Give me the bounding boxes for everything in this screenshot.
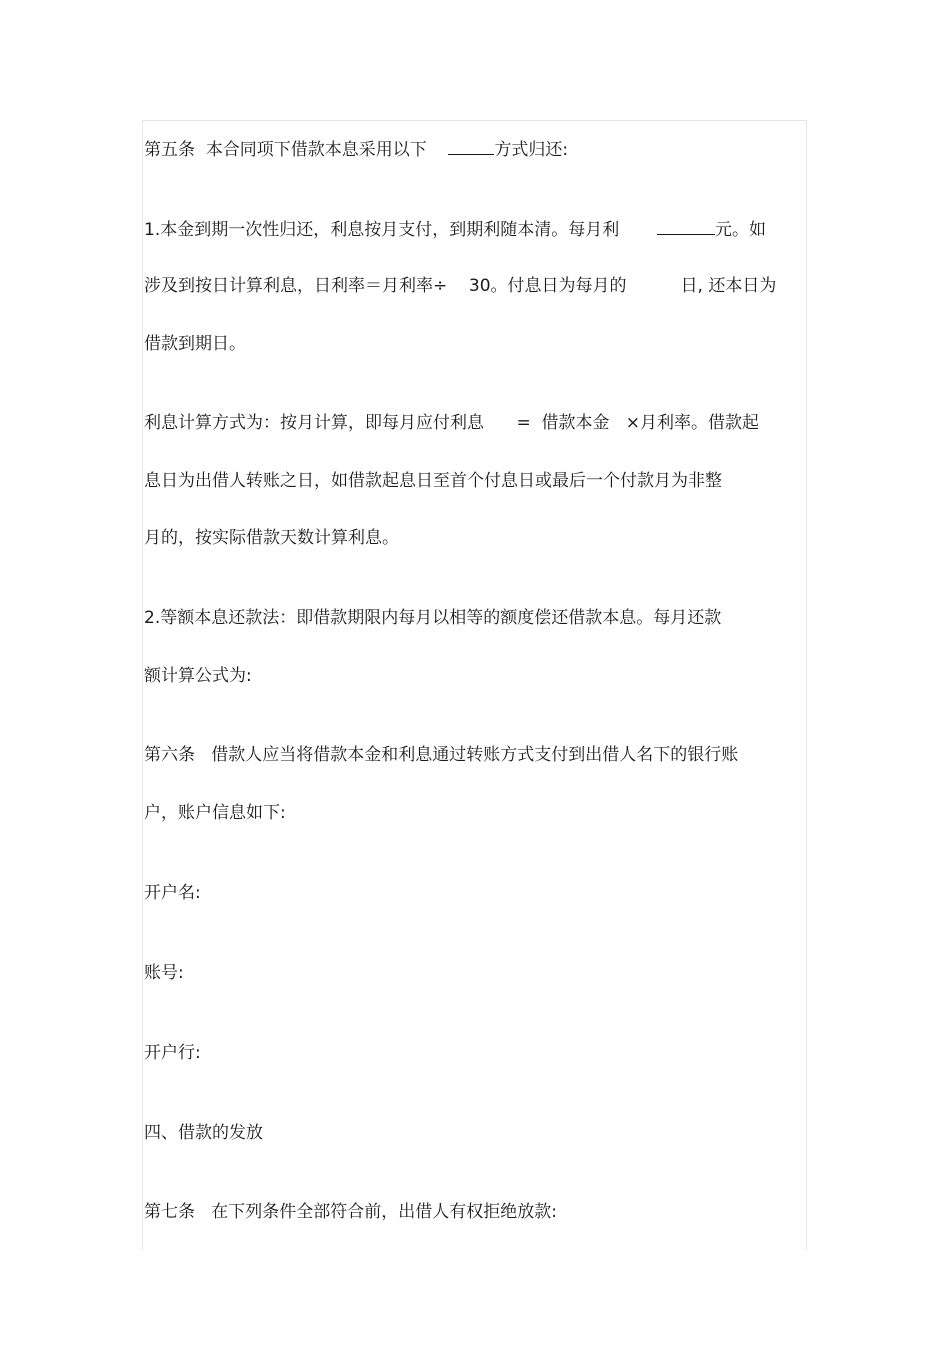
interest-text-b: 借款本金	[541, 413, 610, 433]
method-1-text-b: 元。如	[715, 220, 767, 240]
account-bank-label: 开户行:	[144, 1043, 201, 1063]
method-1-line-1	[144, 217, 766, 241]
method-2-text-a: 2.等额本息还款法：即借款期限内每月以相等的额度偿还借款本息。每月还款	[144, 608, 722, 628]
interest-text-a: 利息计算方式为：按月计算，即每月应付利息	[144, 413, 484, 433]
article-5-text: 本合同项下借款本息采用以下	[205, 140, 427, 160]
interest-line-1	[144, 412, 759, 434]
article-5-line	[144, 137, 568, 161]
repayment-method-blank	[448, 137, 494, 155]
days-per-month: 30	[468, 276, 491, 296]
monthly-interest-blank	[657, 217, 715, 235]
method-2-line-2	[144, 665, 252, 687]
method-2-line-1	[144, 607, 721, 629]
interest-text-e: 月的，按实际借款天数计算利息。	[144, 528, 399, 548]
account-number-label: 账号:	[144, 963, 184, 983]
article-6-text-a: 借款人应当将借款本金和利息通过转账方式支付到出借人名下的银行账	[211, 745, 739, 765]
method-1-text-f: 借款到期日。	[144, 334, 246, 354]
article-6-text-b: 户，账户信息如下:	[144, 803, 286, 823]
method-1-text-a: 1.本金到期一次性归还，利息按月支付，到期利随本清。每月利	[144, 220, 620, 240]
method-1-text-c: 涉及到按日计算利息，日利率＝月利率÷	[144, 276, 448, 296]
interest-text-c: ×月利率。借款起	[625, 413, 759, 433]
interest-line-3	[144, 527, 399, 549]
account-name-label: 开户名:	[144, 883, 201, 903]
interest-text-d: 息日为出借人转账之日，如借款起息日至首个付息日或最后一个付款月为非整	[144, 471, 722, 491]
article-6-line-2	[144, 802, 286, 824]
article-6-title: 第六条	[144, 745, 195, 765]
article-5-title: 第五条	[144, 140, 195, 160]
interest-equals: =	[516, 413, 531, 433]
interest-line-2	[144, 470, 722, 492]
method-1-line-2	[144, 275, 776, 297]
method-1-text-d: 。付息日为每月的	[490, 276, 627, 296]
article-6-line-1	[144, 744, 738, 766]
method-2-text-b: 额计算公式为:	[144, 666, 252, 686]
article-5-suffix: 方式归还:	[494, 140, 569, 160]
article-7-title: 第七条	[144, 1202, 195, 1222]
method-1-line-3	[144, 333, 246, 355]
section-4-heading: 四、借款的发放	[144, 1123, 263, 1143]
method-1-text-e: 日, 还本日为	[680, 276, 777, 296]
article-7-text: 在下列条件全部符合前，出借人有权拒绝放款:	[211, 1202, 557, 1222]
article-7-line	[144, 1201, 557, 1223]
